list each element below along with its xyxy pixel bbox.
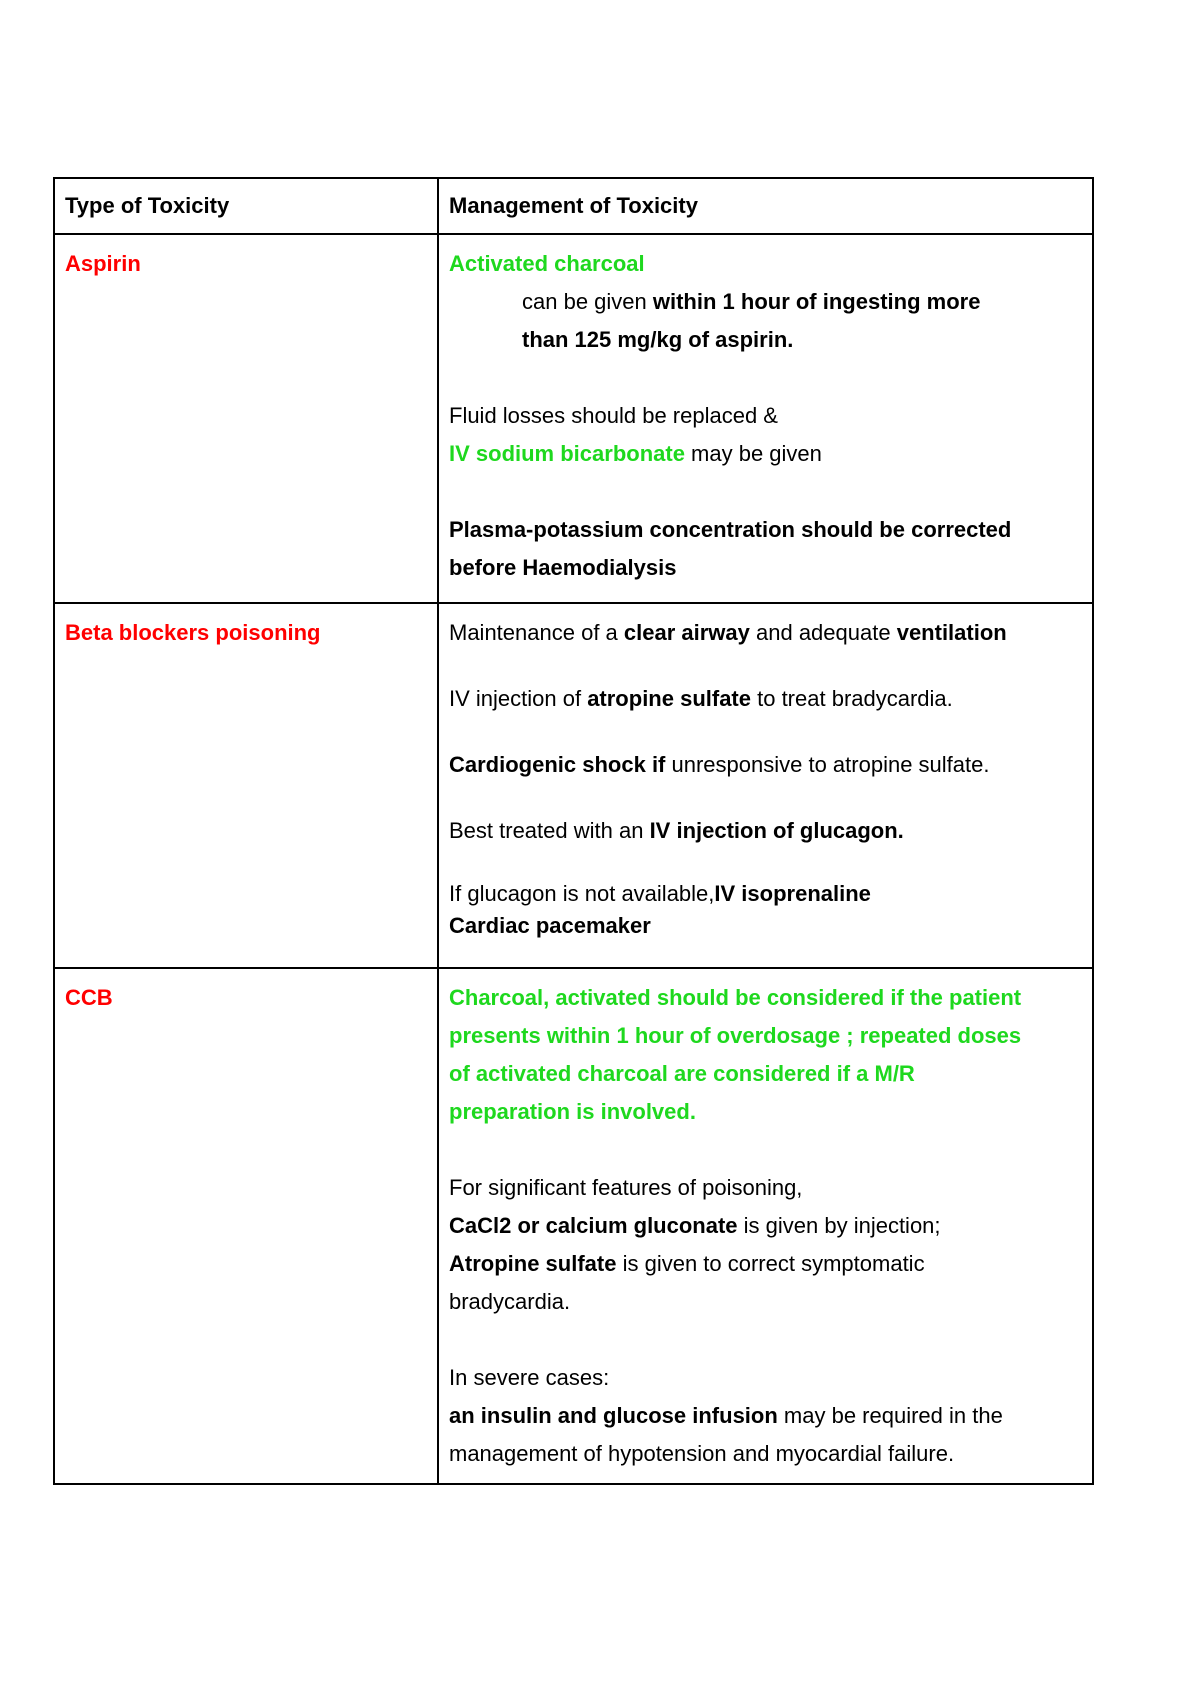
aspirin-activated-charcoal: Activated charcoal [449, 251, 645, 276]
aspirin-line-6 [449, 511, 1082, 549]
aspirin-line-1 [449, 245, 1082, 283]
cell-type-beta-blockers [54, 603, 438, 968]
ccb-line-2 [449, 1017, 1082, 1055]
spacer [449, 359, 1082, 397]
ccb-line-1 [449, 979, 1082, 1017]
beta-l2b: atropine sulfate [587, 686, 751, 711]
ccb-l4: preparation is involved. [449, 1099, 696, 1124]
ccb-l8: bradycardia. [449, 1289, 571, 1314]
header-management-of-toxicity [438, 178, 1093, 234]
beta-l3b: unresponsive to atropine sulfate. [665, 752, 990, 777]
aspirin-l3: than 125 mg/kg of aspirin. [522, 327, 794, 352]
header-col2-text: Management of Toxicity [449, 193, 698, 218]
table-row-ccb [54, 968, 1093, 1484]
beta-l6: Cardiac pacemaker [449, 913, 651, 938]
toxicity-name-aspirin: Aspirin [65, 251, 141, 276]
ccb-l11: management of hypotension and myocardial failure. [449, 1441, 955, 1466]
aspirin-line-5 [449, 435, 1082, 473]
aspirin-iv-sodium-bicarbonate: IV sodium bicarbonate [449, 441, 685, 466]
ccb-l7b: is given to correct symptomatic [616, 1251, 925, 1276]
header-col1-text: Type of Toxicity [65, 193, 230, 218]
aspirin-l7: before Haemodialysis [449, 555, 677, 580]
ccb-l10b: may be required in the [777, 1403, 1003, 1428]
cell-type-ccb [54, 968, 438, 1484]
spacer [449, 1321, 1082, 1359]
beta-l1b: clear airway [623, 620, 750, 645]
aspirin-l2a: can be given [522, 289, 653, 314]
beta-l5b: IV isoprenaline [714, 881, 871, 906]
cell-management-ccb [438, 968, 1093, 1484]
ccb-l5: For significant features of poisoning, [449, 1175, 803, 1200]
beta-line-1 [449, 614, 1082, 652]
aspirin-line-2 [449, 283, 1082, 321]
header-type-of-toxicity [54, 178, 438, 234]
spacer [449, 718, 1082, 746]
table-row-beta-blockers [54, 603, 1093, 968]
spacer [449, 652, 1082, 680]
aspirin-line-4 [449, 397, 1082, 435]
beta-l1d: ventilation [896, 620, 1007, 645]
beta-l3a: Cardiogenic shock if [449, 752, 666, 777]
beta-line-5 [449, 878, 1082, 910]
ccb-line-9 [449, 1359, 1082, 1397]
ccb-l7a: Atropine sulfate [449, 1251, 617, 1276]
aspirin-l2b: within 1 hour of ingesting more [652, 289, 981, 314]
ccb-line-10 [449, 1397, 1082, 1435]
table-header-row [54, 178, 1093, 234]
ccb-line-6 [449, 1207, 1082, 1245]
beta-line-3 [449, 746, 1082, 784]
ccb-line-11 [449, 1435, 1082, 1473]
cell-management-beta-blockers [438, 603, 1093, 968]
beta-line-6 [449, 910, 1082, 942]
spacer [449, 784, 1082, 812]
beta-l1a: Maintenance of a [449, 620, 624, 645]
ccb-line-7 [449, 1245, 1082, 1283]
ccb-l3: of activated charcoal are considered if a M/R [449, 1061, 915, 1086]
toxicity-name-beta-blockers: Beta blockers poisoning [65, 620, 321, 645]
ccb-l9: In severe cases: [449, 1365, 610, 1390]
aspirin-line-3 [449, 321, 1082, 359]
ccb-l6a: CaCl2 or calcium gluconate [449, 1213, 738, 1238]
beta-l4a: Best treated with an [449, 818, 650, 843]
ccb-line-5 [449, 1169, 1082, 1207]
ccb-line-3 [449, 1055, 1082, 1093]
toxicity-table [53, 177, 1094, 1485]
spacer [449, 473, 1082, 511]
ccb-l6b: is given by injection; [737, 1213, 941, 1238]
beta-l1c: and adequate [749, 620, 897, 645]
ccb-line-8 [449, 1283, 1082, 1321]
ccb-l1: Charcoal, activated should be considered if the patient [449, 985, 1022, 1010]
beta-line-4 [449, 812, 1082, 850]
table-row-aspirin [54, 234, 1093, 603]
document-page [53, 177, 1092, 1485]
beta-l4b: IV injection of glucagon. [649, 818, 904, 843]
beta-line-2 [449, 680, 1082, 718]
aspirin-l4: Fluid losses should be replaced & [449, 403, 778, 428]
aspirin-l6: Plasma-potassium concentration should be corrected [449, 517, 1012, 542]
spacer [449, 1131, 1082, 1169]
ccb-line-4 [449, 1093, 1082, 1131]
toxicity-name-ccb: CCB [65, 985, 113, 1010]
spacer [449, 850, 1082, 878]
beta-l2a: IV injection of [449, 686, 588, 711]
beta-l5a: If glucagon is not available, [449, 881, 715, 906]
aspirin-line-7 [449, 549, 1082, 587]
ccb-l2: presents within 1 hour of overdosage ; repeated doses [449, 1023, 1022, 1048]
cell-management-aspirin [438, 234, 1093, 603]
beta-l2c: to treat bradycardia. [751, 686, 953, 711]
cell-type-aspirin [54, 234, 438, 603]
aspirin-l5b: may be given [684, 441, 822, 466]
ccb-l10a: an insulin and glucose infusion [449, 1403, 778, 1428]
